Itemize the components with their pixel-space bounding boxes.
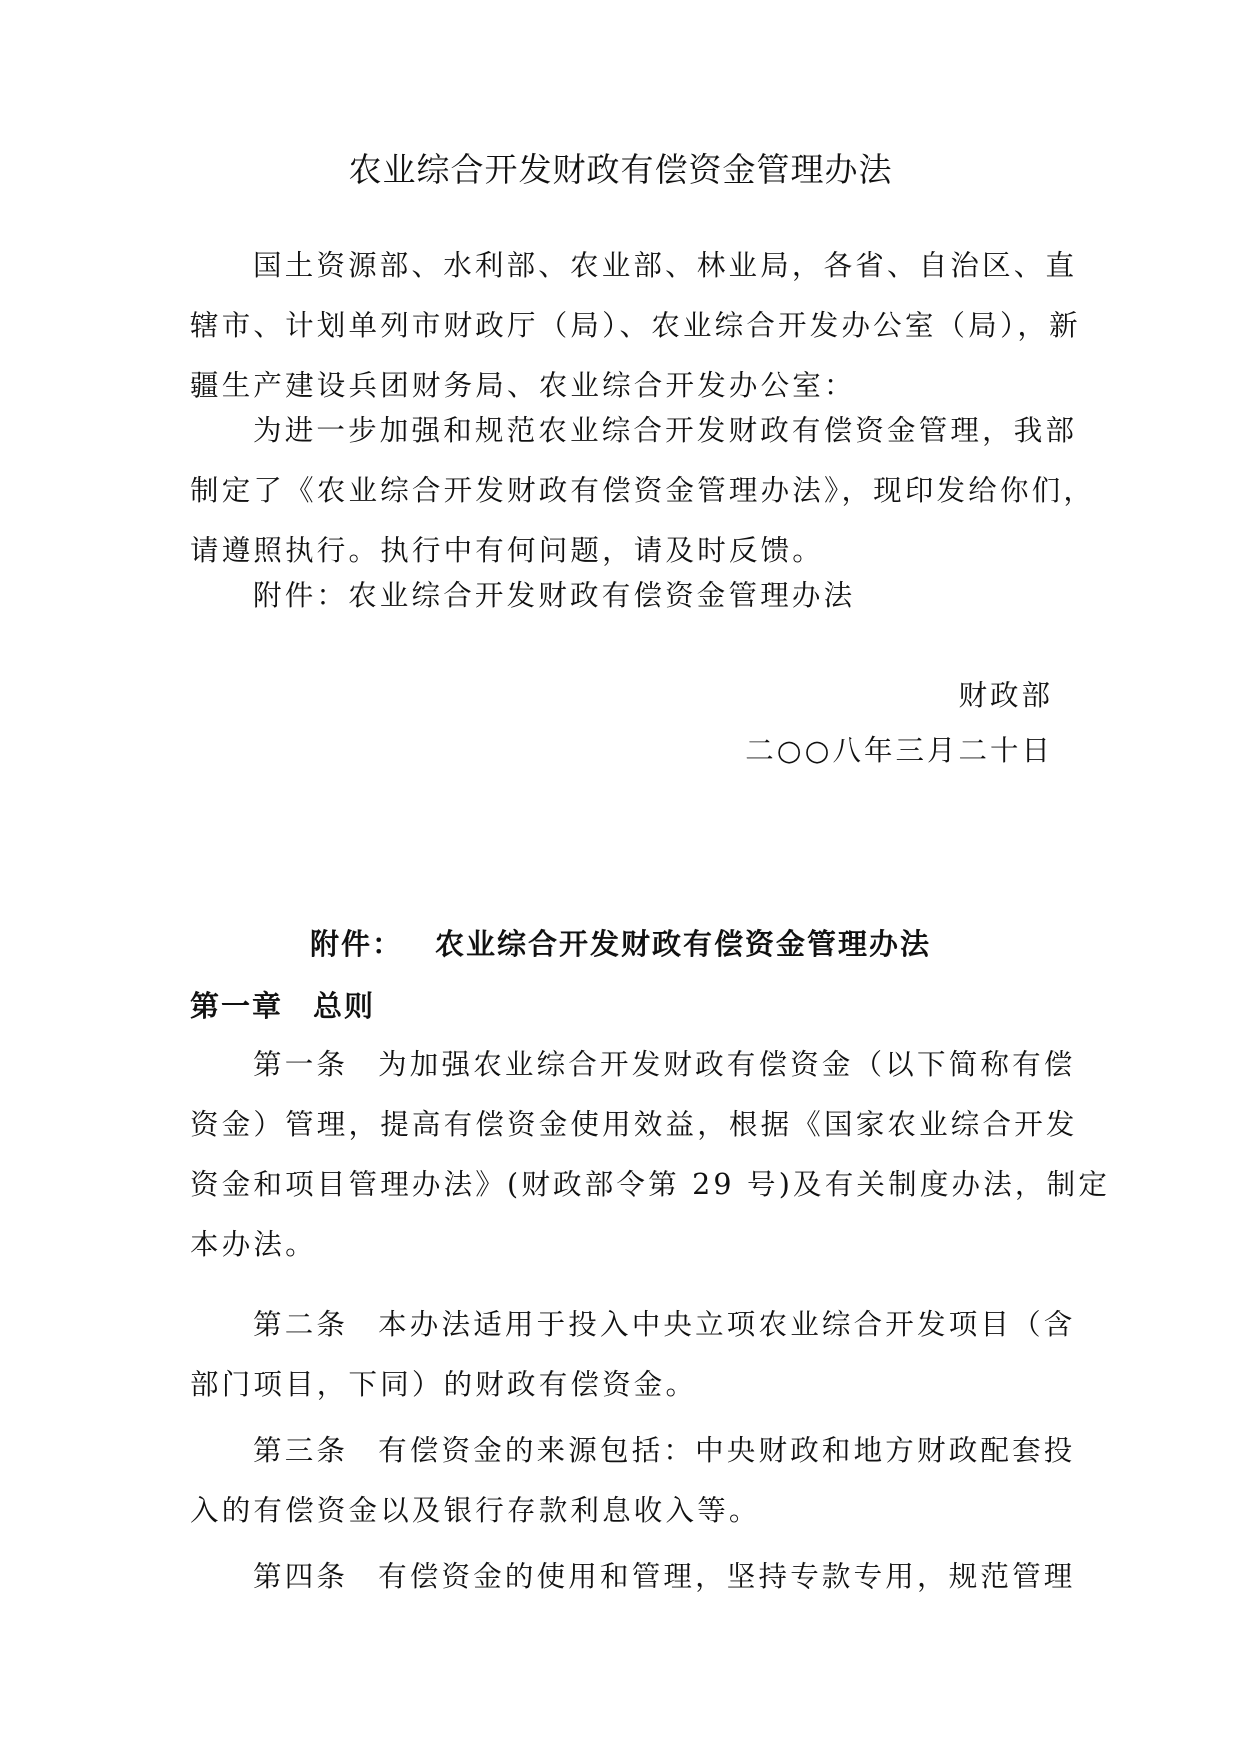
article-label: 第二条 [253, 1308, 349, 1341]
article-2 [190, 1295, 1076, 1415]
chapter-title: 总则 [313, 989, 376, 1023]
addressee-paragraph [190, 236, 1081, 416]
issue-date: 二○○八年三月二十日 [745, 734, 1053, 767]
article-label: 第一条 [253, 1048, 349, 1081]
article-first-line [190, 1295, 1076, 1355]
chapter-label: 第一章 [190, 989, 284, 1023]
notice-body-paragraph [190, 401, 1096, 581]
attachment-note [190, 566, 1052, 626]
article-line: 入的有偿资金以及银行存款利息收入等。 [190, 1494, 761, 1527]
article-text: 本办法适用于投入中央立项农业综合开发项目（含 [378, 1308, 1076, 1341]
article-first-line [190, 1035, 1076, 1095]
attachment-heading-title: 农业综合开发财政有偿资金管理办法 [435, 927, 932, 961]
notice-body-line: 制定了《农业综合开发财政有偿资金管理办法》，现印发给你们， [190, 474, 1096, 507]
attachment-heading [0, 924, 1241, 964]
notice-body-line: 为进一步加强和规范农业综合开发财政有偿资金管理，我部 [253, 414, 1078, 447]
attachment-note-line: 附件：农业综合开发财政有偿资金管理办法 [253, 579, 856, 612]
article-first-line [190, 1547, 1076, 1607]
article-text: 为加强农业综合开发财政有偿资金（以下简称有偿 [378, 1048, 1076, 1081]
attachment-heading-label: 附件： [309, 927, 403, 961]
issuer-name: 财政部 [958, 679, 1053, 712]
article-3 [190, 1421, 1076, 1541]
article-label: 第三条 [253, 1434, 349, 1467]
article-label: 第四条 [253, 1560, 349, 1593]
article-4 [190, 1547, 1076, 1607]
article-line: 资金和项目管理办法》(财政部令第 29 号)及有关制度办法，制定 [190, 1168, 1111, 1201]
article-text: 有偿资金的来源包括：中央财政和地方财政配套投 [378, 1434, 1076, 1467]
addressee-line: 国土资源部、水利部、农业部、林业局，各省、自治区、直 [253, 249, 1078, 282]
document-title: 农业综合开发财政有偿资金管理办法 [348, 150, 893, 189]
article-text: 有偿资金的使用和管理，坚持专款专用，规范管理 [378, 1560, 1076, 1593]
addressee-line: 疆生产建设兵团财务局、农业综合开发办公室： [190, 369, 856, 402]
article-line: 部门项目，下同）的财政有偿资金。 [190, 1368, 698, 1401]
addressee-line: 辖市、计划单列市财政厅（局）、农业综合开发办公室（局），新 [190, 309, 1081, 342]
article-line: 资金）管理，提高有偿资金使用效益，根据《国家农业综合开发 [190, 1108, 1078, 1141]
article-first-line [190, 1421, 1076, 1481]
article-1 [190, 1035, 1111, 1275]
notice-body-line: 请遵照执行。执行中有何问题，请及时反馈。 [190, 534, 825, 567]
chapter-heading [190, 986, 375, 1026]
article-line: 本办法。 [190, 1228, 317, 1261]
